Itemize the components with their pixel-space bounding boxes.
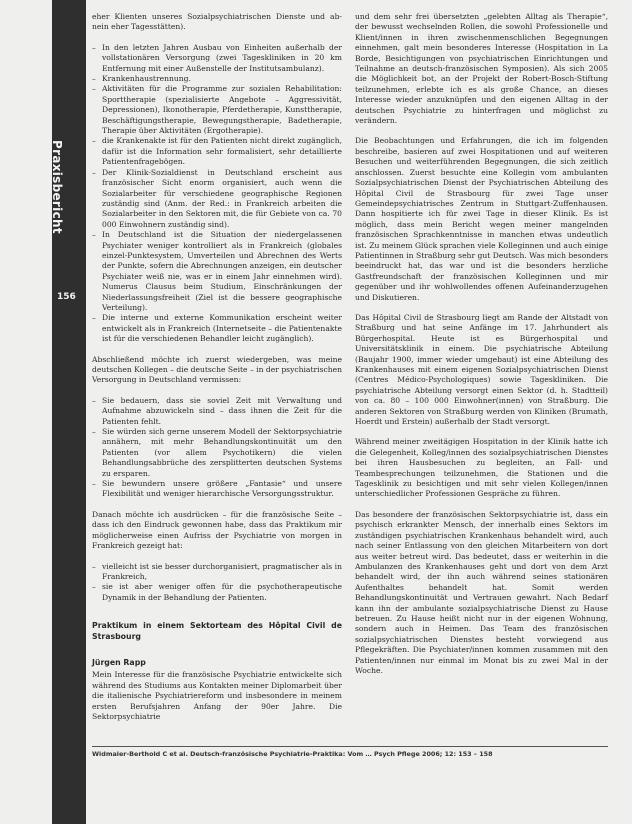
body-paragraph: Das besondere der französischen Sektorpsychiatrie ist, dass ein psychisch erkrankter Mensch, der innerhalb eines Sektors im zuständigen psychiatrischen Krankenhaus behandelt wird, auch nach seiner Entlassung von den gleichen Mitarbeitern von dort aus weiter betreut wird. Das bedeutet, dass er weiterhin in die Ambulanzen des Krankenhauses geht und dort von dem Arzt behandelt wird, der ihn auch während seines stationären Aufenthaltes behandelt hat. Somit werden Behandlungskontinuität und Vertrauen gewahrt. Nach Bedarf kann ihn der ambulante sozialpsychiatrische Dienst zu Hause betreuen. Zu Hause heißt nicht nur in der eigenen Wohnung, sondern auch in Heimen. Das Team des französischen sozialpsychiatrischen Dienstes besteht vorwiegend aus Pflegekräften. Die Psychiater/innen kommen zusammen mit den Patienten/innen nur einmal im Monat bis zu zwei Mal in der Woche. bbox=[355, 509, 608, 675]
french-side-list bbox=[92, 562, 342, 604]
left-column bbox=[92, 12, 342, 732]
body-paragraph: und dem sehr frei übersetzten „gelebten Alltag als Therapie“, der bewusst wechselnden Rollen, die sowohl Professionelle und Klient/innen in ihren zwischenmenschlichen Begegnungen einnehmen, galt mein besonderes Interesse (Hospitation in La Borde, Besichtigungen von psychiatrischen Einrichtungen und Teilnahme an deutsch-französischen Symposien). Als sich 2005 die Möglichkeit bot, an der Projekt der Robert-Bosch-Stiftung teilzunehmen, erlebte ich es als große Chance, an dieses Interesse wieder anzuknüpfen und den eigenen Alltag in der deutschen Psychiatrie zu hinterfragen und möglichst zu verändern. bbox=[355, 12, 608, 126]
body-paragraph: Die Beobachtungen und Erfahrungen, die ich im folgenden beschreibe, basieren auf zwei Hospitationen und auf weiteren Besuchen und weiterführenden Begegnungen, die sich zeitlich anschlossen. Zuerst besuchte eine Kollegin vom ambulanten Sozialpsychiatrischen Dienst der Psychiatrischen Abteilung des Hôpital Civil de Strasbourg für zwei Tage unser Gemeindepsychiatrisches Zentrum in Stuttgart-Zuffenhausen. Dann hospitierte ich für zwei Tage in dieser Klinik. Es ist möglich, dass mein Bericht wegen meiner mangelnden französischen Sprachkenntnisse in manchen etwas undeutlich ist. Zu meinem Glück sprachen viele Kolleginnen und auch einige Patientinnen in Straßburg sehr gut Deutsch. Was mich besonders beeindruckt hat, das war und ist die besonders herzliche Gastfreundschaft der französischen Kolleginnen und mir gegenüber und ihr wohlwollendes offenen Aufeinanderzugehen und Diskutieren. bbox=[355, 136, 608, 302]
list-item: – Sie würden sich gerne unserem Modell der Sektorpsychiatrie annähern, mit mehr Behandlungskontinuität um den Patienten (vor allem Psychotikern) die vielen Behandlungsabbrüche des zersplitterten deutschen Systems zu ersparen. bbox=[92, 427, 342, 479]
list-item: – In den letzten Jahren Ausbau von Einheiten außerhalb der vollstationären Versorgung (zwei Tageskliniken in 20 km Entfernung mit einer Außenstelle der Institutsambulanz). bbox=[92, 43, 342, 74]
page-number: 156 bbox=[57, 292, 76, 302]
section-sidebar bbox=[52, 0, 86, 824]
list-item: – Sie bewundern unsere größere „Fantasie“ und unsere Flexibilität und weniger hierarchische Versorgungsstruktur. bbox=[92, 479, 342, 500]
list-item: – Der Klinik-Sozialdienst in Deutschland erscheint aus französischer Sicht enorm organisiert, auch wenn die Sozialarbeiter für verschiedene geographische Regionen zuständig sind (Anm. der Red.: in Frankreich arbeiten die Sozialarbeiter in den Sektoren mit, die für Gebiete von ca. 70 000 Einwohnern zuständig sind). bbox=[92, 168, 342, 230]
footer-citation: Widmaier-Berthold C et al. Deutsch-französische Psychiatrie-Praktika: Vom … Psych Pflege 2006; 12: 153 – 158 bbox=[92, 746, 608, 758]
intro-continuation: eher Klienten unseres Sozialpsychiatrischen Dienste und ab- nein eher Tagesstätten). bbox=[92, 12, 342, 32]
german-side-list bbox=[92, 396, 342, 500]
body-paragraph: Während meiner zweitägigen Hospitation in der Klinik hatte ich die Gelegenheit, Kolleg/innen des sozialpsychiatrischen Dienstes bei ihren Hausbesuchen zu begleiten, an Fall- und Teambesprechungen teilzunehmen, die Stationen und die Tagesklinik zu besichtigen und mit sehr vielen Kollegen/innen unterschiedlicher Professionen Gespräche zu führen. bbox=[355, 437, 608, 499]
body-paragraph: Das Hôpital Civil de Strasbourg liegt am Rande der Altstadt von Straßburg und hat seine Anfänge im 17. Jahrhundert als Bürgerhospital. Heute ist es Bürgerhospital und Universitätsklinik in einem. Die psychiatrische Abteilung (Baujahr 1900, immer wieder umgebaut) ist eine Abteilung des Krankenhauses mit einem eigenen Sozialpsychiatrischen Dienst (Centres Médico-Psychologiques) sowie Tageskliniken. Die psychiatrische Abteilung versorgt einen Sektor (d. h. Stadtteil) von ca. 80 – 100 000 Einwohner(innen) von Straßburg. Die anderen Sektoren von Straßburg werden von Kliniken (Brumath, Hoerdt und Erstein) außerhalb der Stadt versorgt. bbox=[355, 312, 608, 427]
list-item: – die Krankenakte ist für den Patienten nicht direkt zugänglich, dafür ist die Information sehr formalisiert, sehr detaillierte Patientenfragebögen. bbox=[92, 136, 342, 167]
author-name: Jürgen Rapp bbox=[92, 657, 146, 667]
list-item: – sie ist aber weniger offen für die psychotherapeutische Dynamik in der Behandlung der Patienten. bbox=[92, 582, 342, 603]
list-item: – Aktivitäten für die Programme zur sozialen Rehabilitation: Sporttherapie (spezialisierte Angebote – Aggressivität, Depressionen), Ikonotherapie, Pferdetherapie, Kunsttherapie, Beschäftigungstherapie, Bewegungstherapie, Badetherapie, Therapie über Aktivitäten (Ergotherapie). bbox=[92, 84, 342, 136]
list-item: – Sie bedauern, dass sie soviel Zeit mit Verwaltung und Aufnahme abzuwickeln sind – dass ihnen die Zeit für die Patienten fehlt. bbox=[92, 396, 342, 427]
right-column bbox=[355, 12, 608, 686]
section-heading: Praktikum in einem Sektorteam des Hôpital Civil de Strasbourg bbox=[92, 621, 342, 641]
section-label: Praxisbericht bbox=[50, 140, 64, 234]
list-item: – vielleicht ist sie besser durchorganisiert, pragmatischer als in Frankreich, bbox=[92, 562, 342, 583]
body-paragraph: Danach möchte ich ausdrücken – für die französische Seite – dass ich den Eindruck gewonnen habe, dass das Praktikum mir möglicherweise einen Aufriss der Psychiatrie von morgen in Frankreich gezeigt hat: bbox=[92, 509, 342, 551]
observations-list bbox=[92, 43, 342, 345]
body-paragraph: Abschließend möchte ich zuerst wiedergeben, was meine deutschen Kollegen – die deutsche Seite – in der psychiatrischen Versorgung in Deutschland vermissen: bbox=[92, 354, 342, 385]
body-paragraph: Mein Interesse für die französische Psychiatrie entwickelte sich während des Studiums aus Kontakten meiner Diplomarbeit über die italienische Psychiatriereform und insbesondere in meinem ersten Berufsjahren Anfang der 90er Jahre. Die Sektorpsychiatrie bbox=[92, 670, 342, 721]
list-item: – In Deutschland ist die Situation der niedergelassenen Psychiater weniger kontrolliert als in Frankreich (globales einzel-Punktesystem, Umverteilen und Abrechnen des Werts der Punkte, sofern die Abrechnungen anzeigen, ein deutscher Psychiater weiß nie, was er in einem Jahr einnehmen wird). Numerus Clausus beim Studium, Einschränkungen der Niederlassungsfreiheit (Ziel ist die bessere geographische Verteilung). bbox=[92, 230, 342, 313]
list-item: – Die interne und externe Kommunikation erscheint weiter entwickelt als in Frankreich (Internetseite – die Patientenakte ist für die verschiedenen Behandler leicht zugänglich). bbox=[92, 313, 342, 344]
list-item: – Krankenhaustrennung. bbox=[92, 74, 342, 84]
